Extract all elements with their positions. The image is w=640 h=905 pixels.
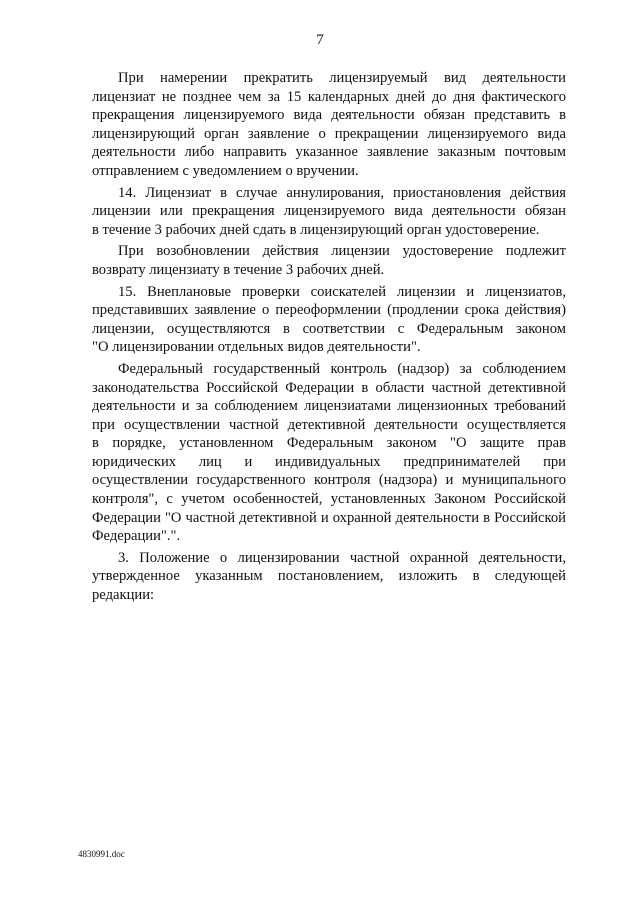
text-line: При возобновлении действия лицензии удостоверение подлежит [118,243,566,260]
page-number: 7 [316,32,324,48]
text-line: возврату лицензиату в течение 3 рабочих дней. [92,261,385,278]
text-line: редакции: [92,587,155,604]
paragraph-termination-notice [92,69,566,181]
text-line: 15. Внеплановые проверки соискателей лицензии и лицензиатов, [118,283,566,300]
text-line: Федерации "О частной детективной и охранной деятельности в Российской [92,509,566,526]
text-line: деятельности и за соблюдением лицензиатами лицензионных требований [92,398,566,415]
text-line: лицензирующий орган заявление о прекращении лицензируемого вида [92,125,566,142]
text-line: лицензиат не позднее чем за 15 календарных дней до дня фактического [92,88,566,105]
text-line: 14. Лицензиат в случае аннулирования, приостановления действия [118,184,566,201]
text-line: при осуществлении частной детективной деятельности осуществляется [92,416,566,433]
paragraph-license-renewal [92,242,566,279]
paragraph-14 [92,184,566,240]
text-line: осуществлении государственного контроля (надзора) и муниципального [92,472,566,489]
text-line: прекращения лицензируемого вида деятельности обязан представить в [92,107,566,124]
text-line: утвержденное указанным постановлением, изложить в следующей [92,568,566,585]
text-line: 3. Положение о лицензировании частной охранной деятельности, [118,549,566,566]
text-line: Федеральный государственный контроль (надзор) за соблюдением [118,360,566,377]
text-line: законодательства Российской Федерации в области частной детективной [92,379,566,396]
text-line: Федерации".". [92,528,181,545]
text-line: лицензии, осуществляются в соответствии с Федеральным законом [92,320,566,337]
footer-filename: 4830991.doc [78,849,125,859]
document-body [92,69,566,605]
text-line: При намерении прекратить лицензируемый вид деятельности [118,70,566,86]
paragraph-federal-control [92,360,566,546]
text-line: в течение 3 рабочих дней сдать в лицензирующий орган удостоверение. [92,221,540,238]
text-line: в порядке, установленном Федеральным законом "О защите прав [92,435,566,452]
text-line: отправлением с уведомлением о вручении. [92,162,359,179]
text-line: представивших заявление о переоформлении (продлении срока действия) [92,302,566,319]
text-line: лицензии или прекращения лицензируемого вида деятельности обязан [92,203,566,220]
text-line: деятельности либо направить указанное заявление заказным почтовым [92,144,566,161]
text-line: "О лицензировании отдельных видов деятельности". [92,339,421,356]
paragraph-3 [92,549,566,605]
text-line: контроля", с учетом особенностей, установленных Законом Российской [92,491,566,508]
text-line: юридических лиц и индивидуальных предпринимателей при [92,453,566,470]
paragraph-15 [92,283,566,357]
